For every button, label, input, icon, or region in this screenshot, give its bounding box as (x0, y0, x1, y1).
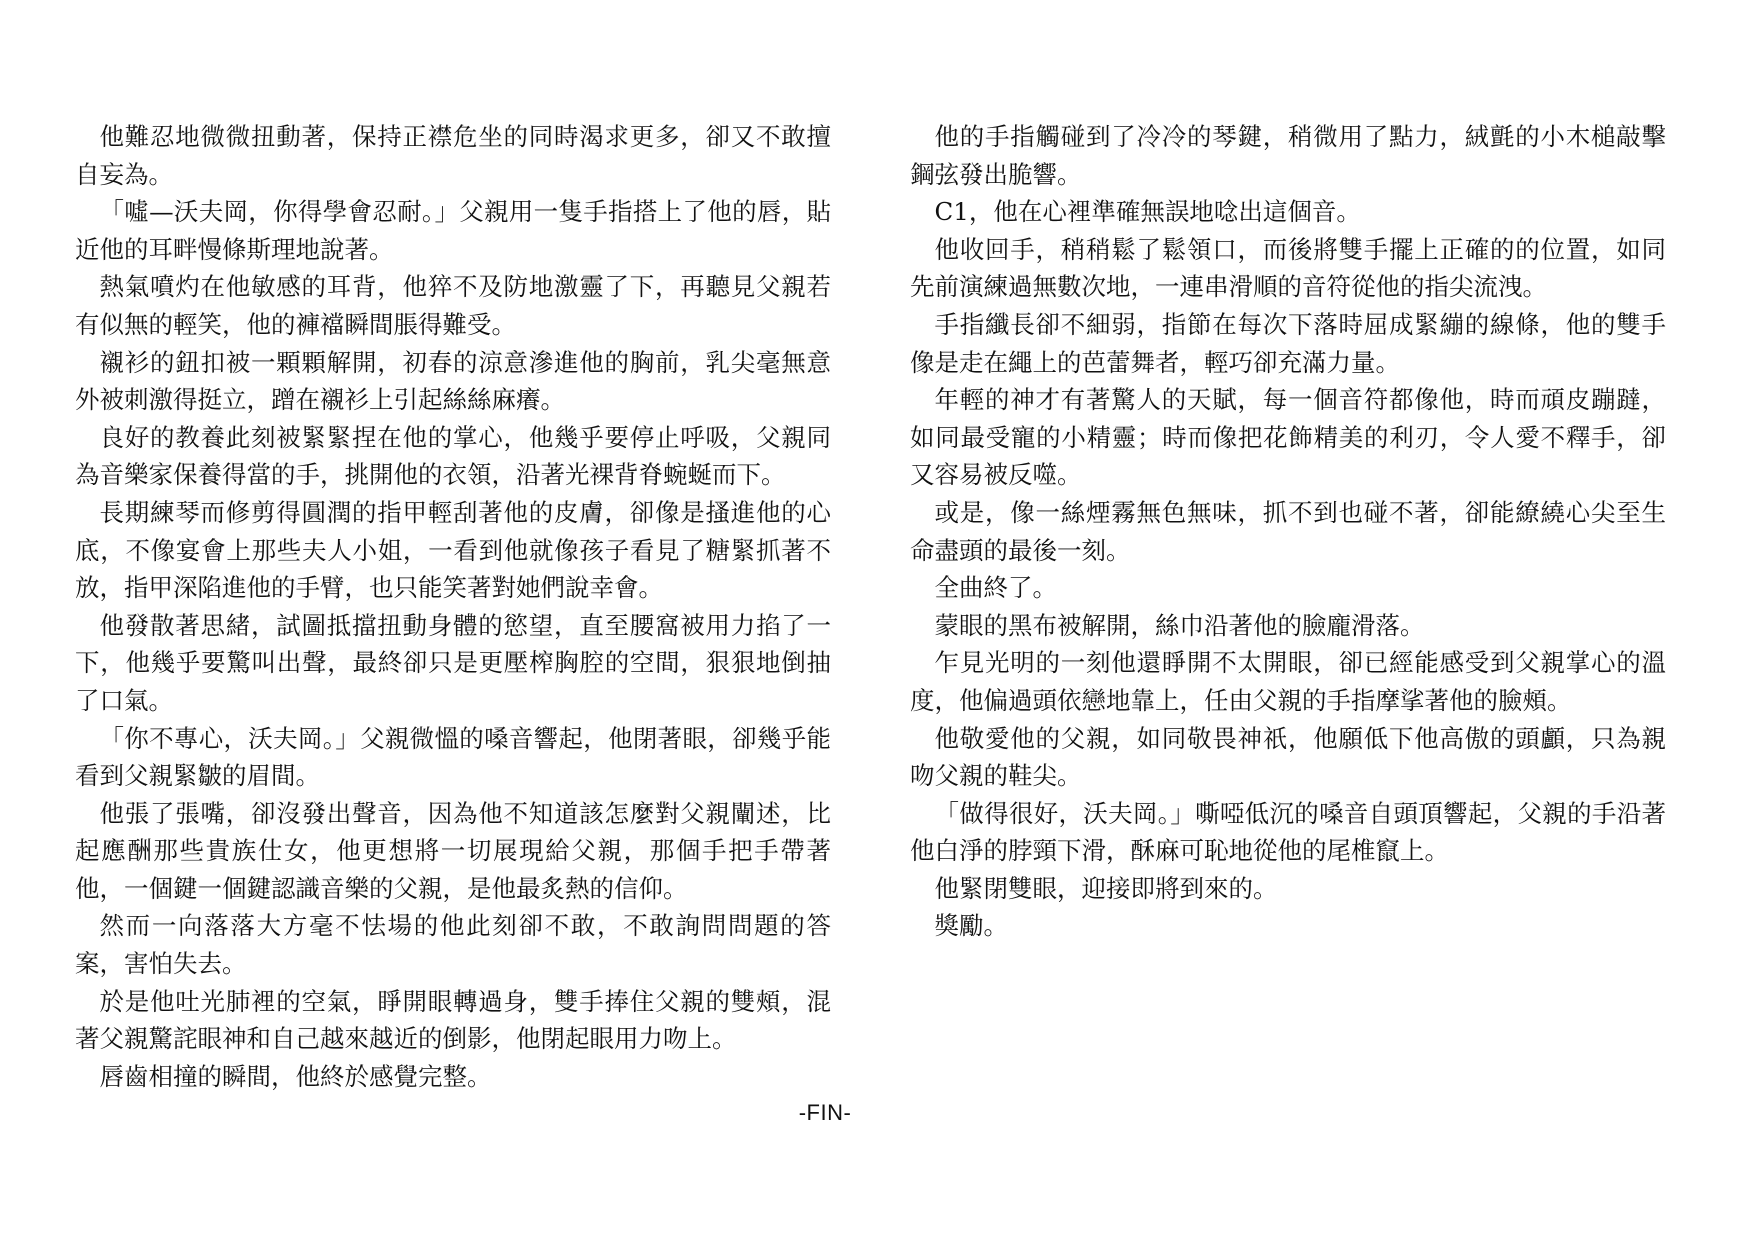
end-marker: -FIN- (798, 1100, 852, 1125)
paragraph: 或是，像一絲煙霧無色無味，抓不到也碰不著，卻能繚繞心尖至生命盡頭的最後一刻。 (910, 497, 1666, 565)
paragraph: 年輕的神才有著驚人的天賦，每一個音符都像他，時而頑皮蹦躂，如同最受寵的小精靈；時而像把花飾精美的利刃，令人愛不釋手，卻又容易被反噬。 (910, 385, 1666, 490)
paragraph: 他緊閉雙眼，迎接即將到來的。 (934, 873, 1278, 903)
paragraph: 乍見光明的一刻他還睜開不太開眼，卻已經能感受到父親掌心的溫度，他偏過頭依戀地靠上，任由父親的手指摩挲著他的臉頰。 (910, 648, 1666, 715)
paragraph: 他難忍地微微扭動著，保持正襟危坐的同時渴求更多，卻又不敢擅自妄為。 (75, 122, 831, 189)
left-text-column (75, 118, 831, 1095)
paragraph: 他的手指觸碰到了冷冷的琴鍵，稍微用了點力，絨氈的小木槌敲擊鋼弦發出脆響。 (910, 122, 1666, 189)
paragraph: 他敬愛他的父親，如同敬畏神祇，他願低下他高傲的頭顱，只為親吻父親的鞋尖。 (910, 723, 1666, 791)
paragraph: 蒙眼的黑布被解開，絲巾沿著他的臉龐滑落。 (934, 610, 1425, 640)
right-text-column (910, 118, 1666, 945)
paragraph: 長期練琴而修剪得圓潤的指甲輕刮著他的皮膚，卻像是搔進他的心底，不像宴會上那些夫人小姐，一看到他就像孩子看見了糖緊抓著不放，指甲深陷進他的手臂，也只能笑著對她們說幸會。 (75, 497, 831, 603)
paragraph: 獎勵。 (934, 911, 1008, 941)
paragraph: 「你不專心，沃夫岡。」父親微慍的嗓音響起，他閉著眼，卻幾乎能看到父親緊皺的眉間。 (75, 723, 831, 791)
paragraph: 他發散著思緒，試圖抵擋扭動身體的慾望，直至腰窩被用力掐了一下，他幾乎要驚叫出聲，最終卻只是更壓榨胸腔的空間，狠狠地倒抽了口氣。 (75, 610, 831, 715)
paragraph: 他張了張嘴，卻沒發出聲音，因為他不知道該怎麼對父親闡述，比起應酬那些貴族仕女，他更想將一切展現給父親，那個手把手帶著他，一個鍵一個鍵認識音樂的父親，是他最炙熱的信仰。 (75, 798, 831, 903)
paragraph: 唇齒相撞的瞬間，他終於感覺完整。 (99, 1061, 492, 1091)
paragraph: 良好的教養此刻被緊緊捏在他的掌心，他幾乎要停止呼吸，父親同為音樂家保養得當的手，挑開他的衣領，沿著光裸背脊蜿蜒而下。 (75, 422, 831, 490)
paragraph: 「做得很好，沃夫岡。」嘶啞低沉的嗓音自頭頂響起，父親的手沿著他白淨的脖頸下滑，酥麻可恥地從他的尾椎竄上。 (910, 798, 1666, 866)
paragraph: 然而一向落落大方毫不怯場的他此刻卻不敢，不敢詢問問題的答案，害怕失去。 (75, 911, 831, 979)
paragraph: 他收回手，稍稍鬆了鬆領口，而後將雙手擺上正確的的位置，如同先前演練過無數次地，一連串滑順的音符從他的指尖流洩。 (910, 234, 1666, 302)
paragraph: 全曲終了。 (934, 573, 1057, 603)
paragraph: 於是他吐光肺裡的空氣，睜開眼轉過身，雙手捧住父親的雙頰，混著父親驚詫眼神和自己越來越近的倒影，他閉起眼用力吻上。 (75, 986, 831, 1054)
paragraph: 襯衫的鈕扣被一顆顆解開，初春的涼意滲進他的胸前，乳尖毫無意外被刺激得挺立，蹭在襯衫上引起絲絲麻癢。 (75, 347, 831, 415)
paragraph: 手指纖長卻不細弱，指節在每次下落時屈成緊繃的線條，他的雙手像是走在繩上的芭蕾舞者，輕巧卻充滿力量。 (910, 309, 1666, 377)
paragraph: 「噓—沃夫岡，你得學會忍耐。」父親用一隻手指搭上了他的唇，貼近他的耳畔慢條斯理地說著。 (75, 197, 831, 264)
paragraph: 熱氣噴灼在他敏感的耳背，他猝不及防地激靈了下，再聽見父親若有似無的輕笑，他的褲襠瞬間脹得難受。 (75, 272, 831, 339)
paragraph: C1，他在心裡準確無誤地唸出這個音。 (934, 197, 1361, 227)
